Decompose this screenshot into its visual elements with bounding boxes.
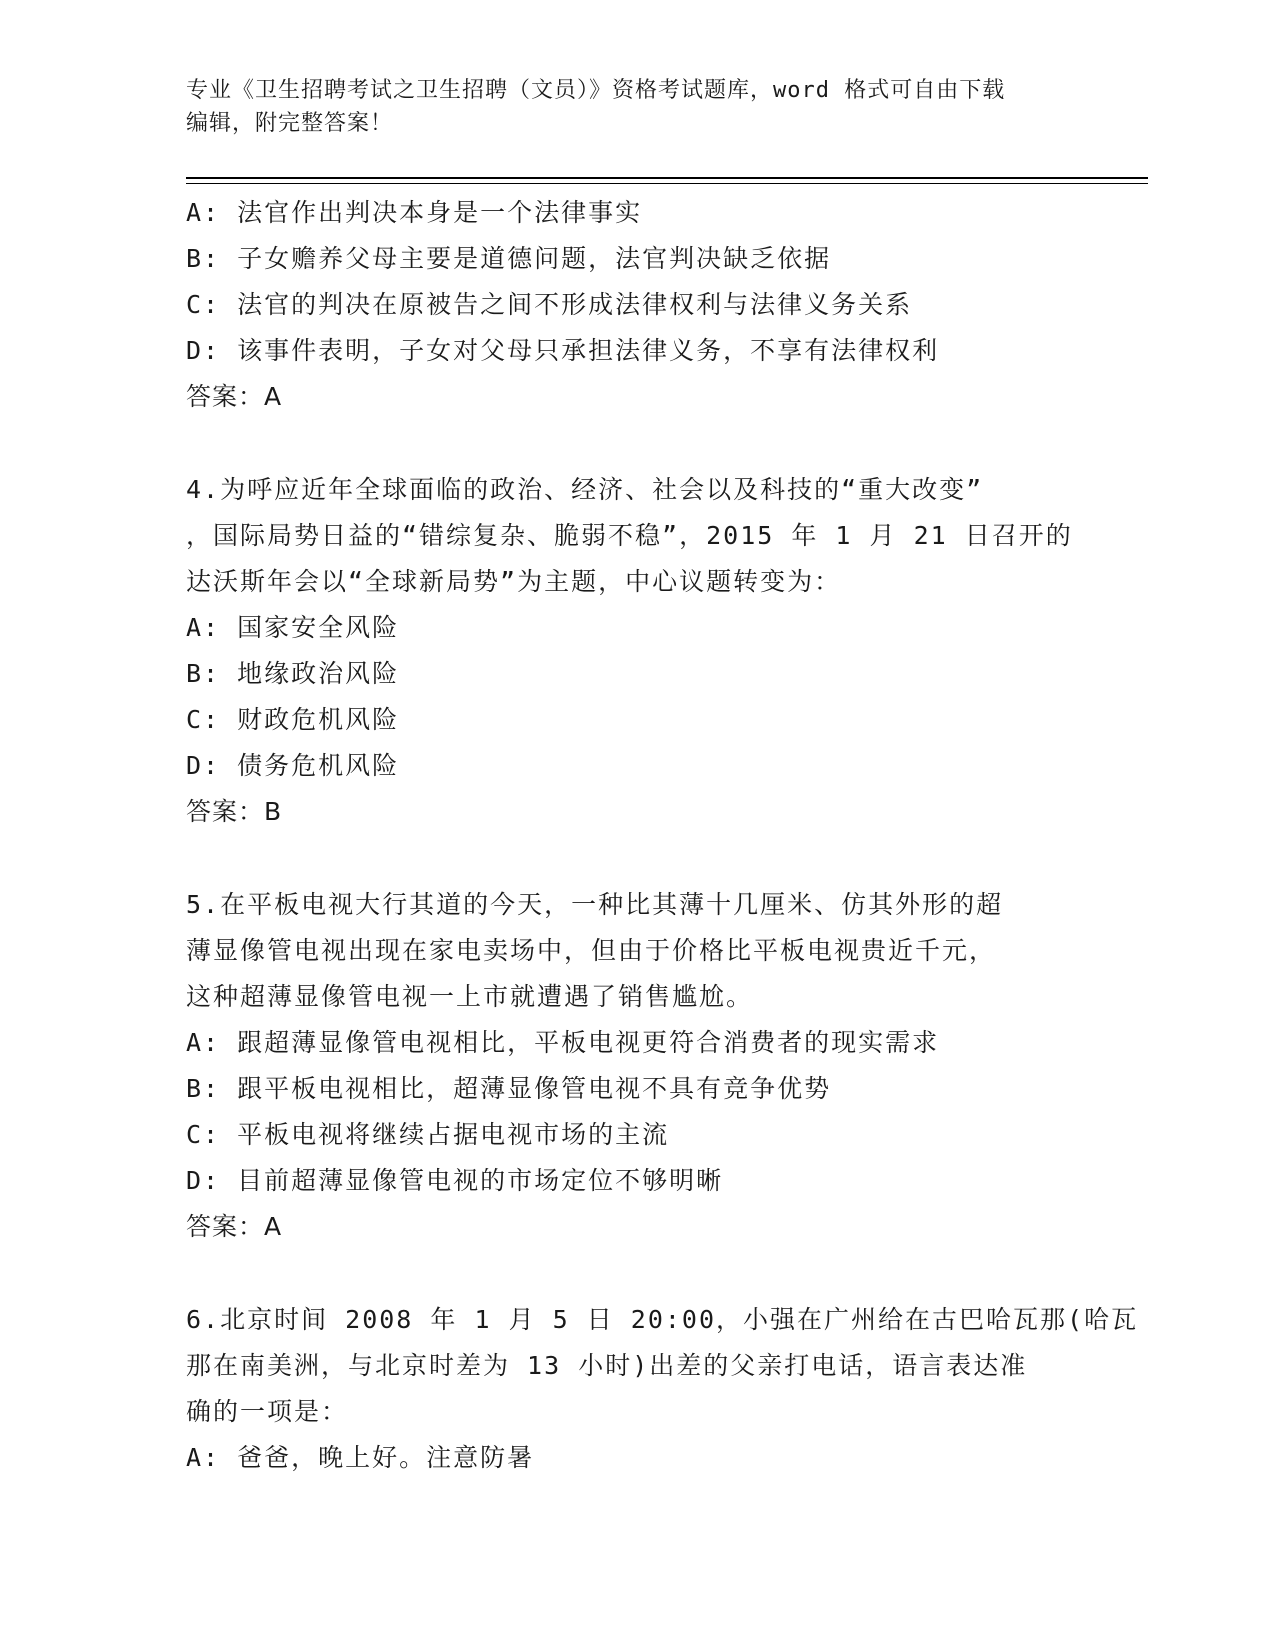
question-text-line: ，国际局势日益的“错综复杂、脆弱不稳”，2015 年 1 月 21 日召开的: [186, 521, 1073, 550]
option-a: A: 法官作出判决本身是一个法律事实: [186, 198, 643, 227]
question-text-line: 那在南美洲，与北京时差为 13 小时)出差的父亲打电话，语言表达准: [186, 1351, 1028, 1380]
header-divider-thin: [186, 183, 1148, 184]
option-a: A: 国家安全风险: [186, 613, 400, 642]
answer-line: 答案：A: [186, 1212, 283, 1241]
question-text-line: 这种超薄显像管电视一上市就遭遇了销售尴尬。: [186, 982, 754, 1011]
option-b: B: 跟平板电视相比，超薄显像管电视不具有竞争优势: [186, 1074, 832, 1103]
question-list: [186, 190, 1139, 1481]
question-text-line: 薄显像管电视出现在家电卖场中，但由于价格比平板电视贵近千元，: [186, 936, 997, 965]
option-b: B: 地缘政治风险: [186, 659, 400, 688]
header-line-1: 专业《卫生招聘考试之卫生招聘（文员）》资格考试题库，word 格式可自由下载: [186, 78, 1006, 103]
header-line-2: 编辑，附完整答案！: [186, 111, 394, 136]
document-header: [186, 74, 1076, 140]
question-block-6: [186, 1297, 1139, 1481]
header-divider-thick: [186, 177, 1148, 179]
question-block-3: [186, 190, 1086, 420]
question-text-line: 达沃斯年会以“全球新局势”为主题，中心议题转变为：: [186, 567, 842, 596]
answer-line: 答案：A: [186, 382, 283, 411]
question-text-line: 5.在平板电视大行其道的今天，一种比其薄十几厘米、仿其外形的超: [186, 890, 1004, 919]
option-b: B: 子女赡养父母主要是道德问题，法官判决缺乏依据: [186, 244, 832, 273]
option-d: D: 目前超薄显像管电视的市场定位不够明晰: [186, 1166, 724, 1195]
option-d: D: 债务危机风险: [186, 751, 400, 780]
option-a: A: 跟超薄显像管电视相比，平板电视更符合消费者的现实需求: [186, 1028, 940, 1057]
answer-line: 答案：B: [186, 797, 283, 826]
question-block-5: [186, 882, 1086, 1250]
option-a: A: 爸爸，晚上好。注意防暑: [186, 1443, 535, 1472]
option-c: C: 法官的判决在原被告之间不形成法律权利与法律义务关系: [186, 290, 913, 319]
option-c: C: 平板电视将继续占据电视市场的主流: [186, 1120, 670, 1149]
question-text-line: 6.北京时间 2008 年 1 月 5 日 20:00，小强在广州给在古巴哈瓦那(哈瓦: [186, 1305, 1139, 1334]
option-d: D: 该事件表明，子女对父母只承担法律义务，不享有法律权利: [186, 336, 940, 365]
question-text-line: 确的一项是：: [186, 1397, 349, 1426]
question-text-line: 4.为呼应近年全球面临的政治、经济、社会以及科技的“重大改变”: [186, 475, 984, 504]
question-block-4: [186, 467, 1086, 835]
option-c: C: 财政危机风险: [186, 705, 400, 734]
